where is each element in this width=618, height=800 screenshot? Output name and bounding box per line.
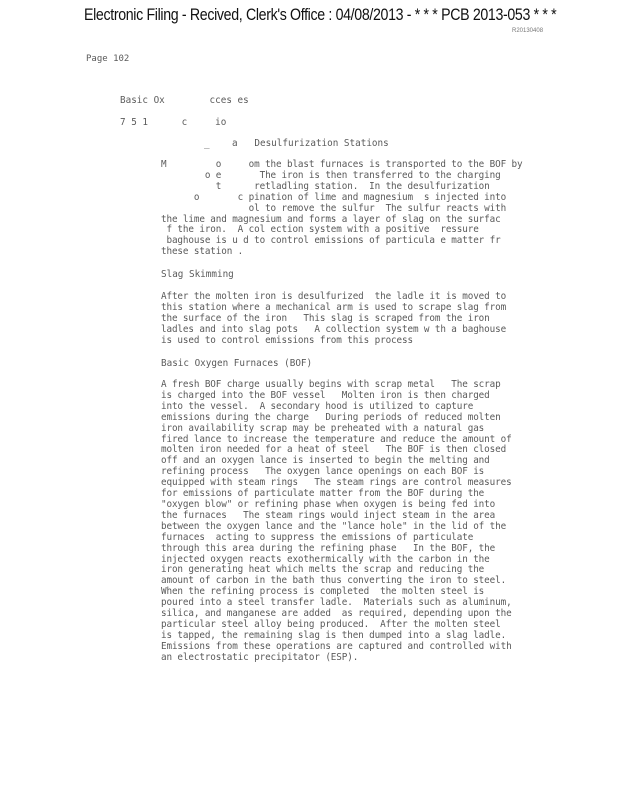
paragraph-bof bbox=[161, 380, 512, 664]
text-line: refining process The oxygen lance openings on each BOF is bbox=[161, 466, 485, 478]
text-line: the surface of the iron This slag is scraped from the iron bbox=[161, 312, 490, 324]
text-line: particular steel alloy being produced. After the molten steel bbox=[161, 618, 501, 630]
text-line: for emissions of particulate matter from the BOF during the bbox=[161, 488, 485, 500]
text-line: is tapped, the remaining slag is then dumped into a slag ladle. bbox=[161, 629, 507, 641]
subsection-title: _ a Desulfurization Stations bbox=[204, 138, 389, 149]
filing-stamp-code: R20130408 bbox=[512, 28, 544, 34]
text-line: equipped with steam rings The steam rings are control measures bbox=[161, 477, 512, 489]
text-line: When the refining process is completed the molten steel is bbox=[161, 586, 485, 598]
text-line: o e The iron is then transferred to the charging bbox=[161, 169, 501, 181]
text-line: baghouse is u d to control emissions of particula e matter fr bbox=[161, 235, 501, 247]
text-line: iron availability scrap may be preheated with a natural gas bbox=[161, 422, 485, 434]
text-line: t retladling station. In the desulfurization bbox=[161, 180, 490, 192]
text-line: injected oxygen reacts exothermically with the carbon in the bbox=[161, 553, 490, 565]
text-line: the lime and magnesium and forms a layer of slag on the surfac bbox=[161, 213, 501, 225]
text-line: A fresh BOF charge usually begins with scrap metal The scrap bbox=[161, 379, 501, 390]
section-number: 7 5 1 c io bbox=[120, 117, 227, 128]
heading-slag-skimming: Slag Skimming bbox=[161, 269, 234, 280]
text-line: an electrostatic precipitator (ESP). bbox=[161, 651, 359, 663]
text-line: o c pination of lime and magnesium s injected into bbox=[161, 191, 507, 203]
text-line: off and an oxygen lance is inserted to begin the melting and bbox=[161, 455, 490, 467]
text-line: "oxygen blow" or refining phase when oxygen is being fed into bbox=[161, 498, 496, 510]
text-line: is charged into the BOF vessel Molten iron is then charged bbox=[161, 389, 490, 401]
text-line: After the molten iron is desulfurized the ladle it is moved to bbox=[161, 291, 507, 302]
text-line: these station . bbox=[161, 246, 244, 258]
page-number: Page 102 bbox=[86, 54, 130, 64]
text-line: into the vessel. A secondary hood is utilized to capture bbox=[161, 400, 474, 412]
text-line: amount of carbon in the bath thus converting the iron to steel. bbox=[161, 575, 507, 587]
heading-bof: Basic Oxygen Furnaces (BOF) bbox=[161, 358, 313, 369]
filing-stamp: Electronic Filing - Recived, Clerk's Office : 04/08/2013 - * * * PCB 2013-053 * * * bbox=[84, 6, 557, 24]
text-line: through this area during the refining phase In the BOF, the bbox=[161, 542, 496, 554]
text-line: is used to control emissions from this process bbox=[161, 334, 413, 346]
text-line: M o om the blast furnaces is transported to the BOF by bbox=[161, 159, 523, 170]
paragraph-slag-skimming bbox=[161, 292, 506, 347]
text-line: poured into a steel transfer ladle. Materials such as aluminum, bbox=[161, 597, 512, 609]
text-line: emissions during the charge During periods of reduced molten bbox=[161, 411, 501, 423]
text-line: between the oxygen lance and the "lance hole" in the lid of the bbox=[161, 520, 507, 532]
text-line: ol to remove the sulfur The sulfur reacts with bbox=[161, 202, 507, 214]
text-line: f the iron. A col ection system with a positive ressure bbox=[161, 224, 479, 236]
paragraph-desulfurization bbox=[161, 160, 523, 258]
text-line: this station where a mechanical arm is used to scrape slag from bbox=[161, 301, 507, 313]
text-line: silica, and manganese are added as required, depending upon the bbox=[161, 608, 512, 620]
text-line: the furnaces The steam rings would inject steam in the area bbox=[161, 509, 496, 521]
text-line: molten iron needed for a heat of steel The BOF is then closed bbox=[161, 444, 507, 456]
text-line: fired lance to increase the temperature and reduce the amount of bbox=[161, 433, 512, 445]
text-line: Emissions from these operations are captured and controlled with bbox=[161, 640, 512, 652]
text-line: furnaces acting to suppress the emissions of particulate bbox=[161, 531, 474, 543]
text-line: iron generating heat which melts the scrap and reducing the bbox=[161, 564, 485, 576]
text-line: ladles and into slag pots A collection system w th a baghouse bbox=[161, 323, 507, 335]
section-title: Basic Ox cces es bbox=[120, 95, 249, 106]
